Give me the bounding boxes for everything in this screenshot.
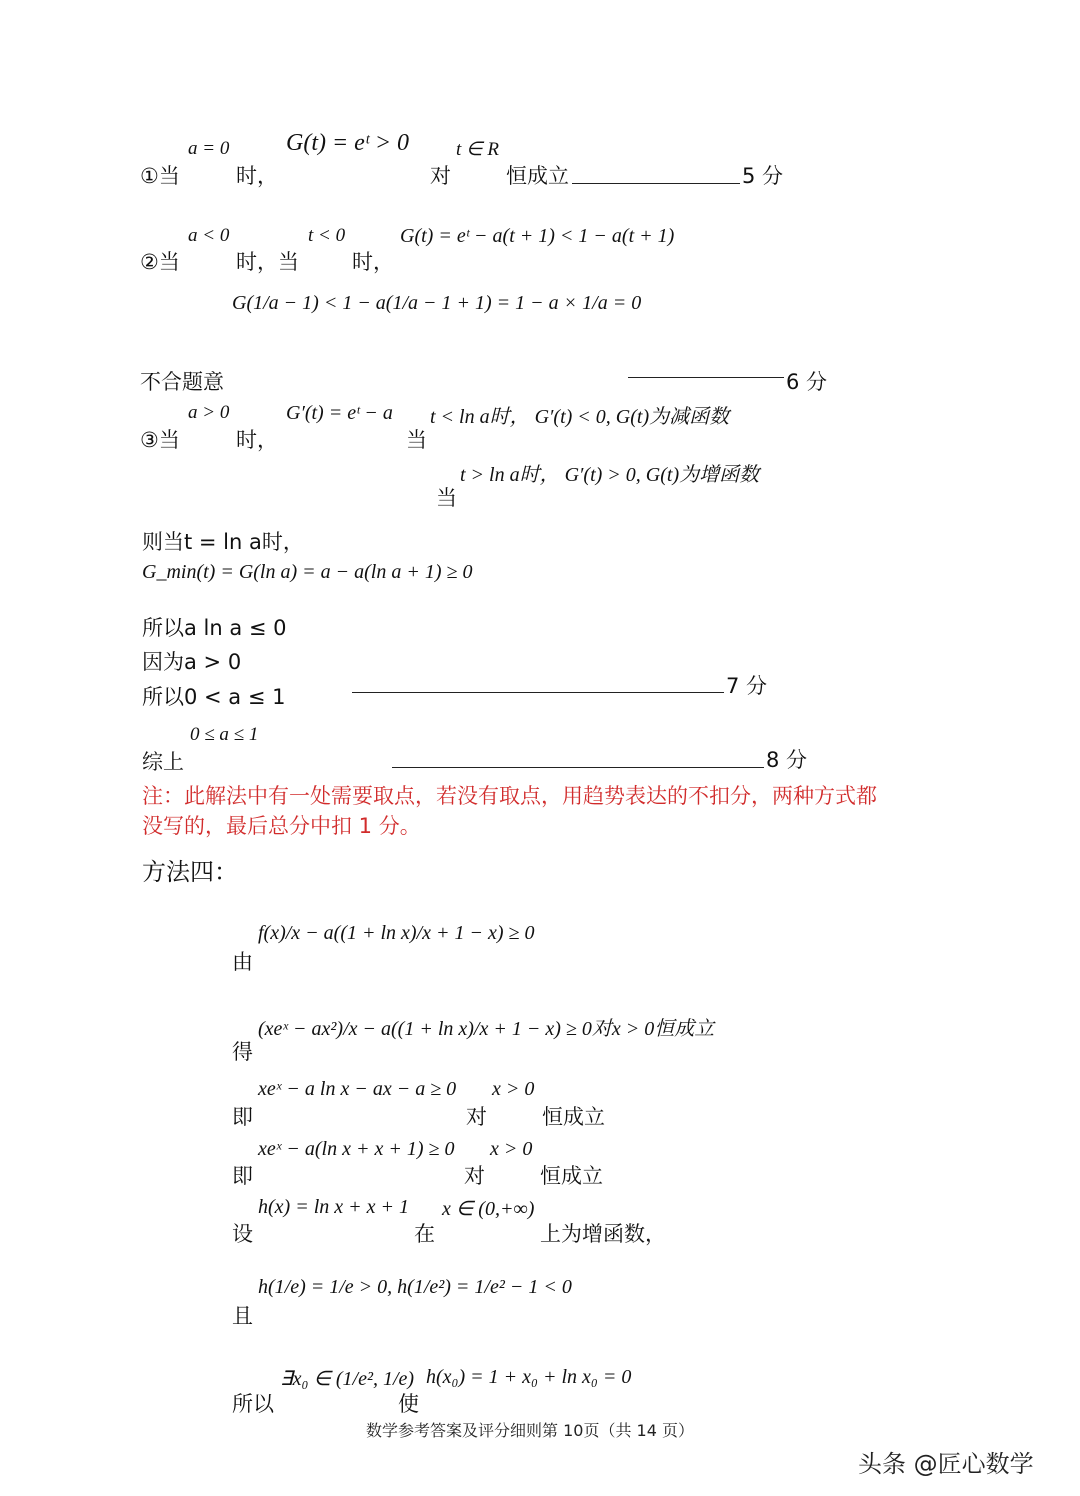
score-line-6	[628, 377, 784, 378]
m4-e4: xeˣ − a(ln x + x + 1) ≥ 0	[258, 1138, 455, 1160]
concl-line5: 所以0 < a ≤ 1	[142, 685, 286, 709]
case2-label: ②当	[140, 250, 180, 274]
score-7: 7 分	[726, 674, 768, 698]
m4-hc2: 恒成立	[540, 1164, 603, 1188]
m4-inc: 上为增函数，	[540, 1222, 666, 1246]
case2-reject: 不合题意	[140, 370, 224, 394]
m4-hc1: 恒成立	[542, 1105, 605, 1129]
m4-x1: x > 0	[492, 1078, 535, 1100]
m4-suoyi: 所以	[232, 1392, 274, 1416]
case3-dang1: 当	[406, 428, 427, 452]
case1-cond: a = 0	[188, 138, 230, 159]
m4-e7b: h(x₀) = 1 + x₀ + ln x₀ = 0	[426, 1366, 632, 1388]
m4-dom: x ∈ (0,+∞)	[442, 1198, 535, 1220]
note-line1: 注：此解法中有一处需要取点，若没有取点，用趋势表达的不扣分，两种方式都	[142, 784, 877, 808]
summary-label: 综上	[142, 750, 184, 774]
method4-title: 方法四：	[142, 858, 238, 886]
case3-cond: a > 0	[188, 402, 230, 423]
score-5: 5 分	[742, 164, 784, 188]
case2-tcond: t < 0	[308, 225, 346, 246]
note-line2: 没写的，最后总分中扣 1 分。	[142, 814, 421, 838]
m4-qie: 且	[232, 1304, 253, 1328]
watermark: 头条 @匠心数学	[858, 1450, 1034, 1478]
concl-line1: 则当t = ln a时，	[142, 530, 304, 554]
m4-dui1: 对	[466, 1105, 487, 1129]
m4-e3: xeˣ − a ln x − ax − a ≥ 0	[258, 1078, 457, 1100]
case2-expr: G(t) = eᵗ − a(t + 1) < 1 − a(t + 1)	[400, 225, 675, 247]
m4-shi: 使	[398, 1392, 419, 1416]
concl-line3: 所以a ln a ≤ 0	[142, 616, 287, 640]
page-footer: 数学参考答案及评分细则第 10页（共 14 页）	[366, 1421, 694, 1440]
case3-inc: t > ln a时， G′(t) > 0, G(t)为增函数	[460, 464, 760, 486]
score-line-8	[392, 767, 764, 768]
case3-label: ③当	[140, 428, 180, 452]
case3-shi: 时，	[236, 428, 278, 452]
case1-rest: 恒成立	[506, 164, 569, 188]
score-6: 6 分	[786, 370, 828, 394]
m4-she: 设	[232, 1222, 253, 1246]
m4-dui2: 对	[464, 1164, 485, 1188]
m4-zai: 在	[414, 1222, 435, 1246]
case3-dang2: 当	[436, 486, 457, 510]
case3-deriv: G′(t) = eᵗ − a	[286, 402, 393, 424]
m4-ji1: 即	[232, 1105, 253, 1129]
case2-shi2: 时，	[352, 250, 394, 274]
score-8: 8 分	[766, 748, 808, 772]
m4-e5: h(x) = ln x + x + 1	[258, 1196, 409, 1218]
case1-tset: t ∈ R	[456, 139, 499, 160]
case2-shi: 时，当	[236, 250, 299, 274]
case1-dui: 对	[430, 164, 451, 188]
m4-e1: f(x)/x − a((1 + ln x)/x + 1 − x) ≥ 0	[258, 922, 535, 944]
m4-ji2: 即	[232, 1164, 253, 1188]
m4-e2: (xeˣ − ax²)/x − a((1 + ln x)/x + 1 − x) ≥ 0对x > 0恒成立	[258, 1018, 715, 1040]
case1-shi: 时，	[236, 164, 278, 188]
m4-x2: x > 0	[490, 1138, 533, 1160]
m4-e7a: ∃x₀ ∈ (1/e², 1/e)	[280, 1368, 415, 1390]
score-line-5	[572, 183, 740, 184]
case3-dec: t < ln a时， G′(t) < 0, G(t)为减函数	[430, 406, 730, 428]
m4-de: 得	[232, 1040, 253, 1064]
concl-line2: G_min(t) = G(ln a) = a − a(ln a + 1) ≥ 0	[142, 561, 473, 583]
score-line-7	[352, 692, 724, 693]
case1-expr: G(t) = eᵗ > 0	[286, 130, 410, 156]
case2-expr2: G(1/a − 1) < 1 − a(1/a − 1 + 1) = 1 − a × 1/a = 0	[232, 292, 642, 314]
summary-range: 0 ≤ a ≤ 1	[190, 724, 259, 745]
m4-you: 由	[232, 950, 253, 974]
case1-label: ①当	[140, 164, 180, 188]
case2-cond: a < 0	[188, 225, 230, 246]
m4-e6: h(1/e) = 1/e > 0, h(1/e²) = 1/e² − 1 < 0	[258, 1276, 572, 1298]
concl-line4: 因为a > 0	[142, 650, 242, 674]
